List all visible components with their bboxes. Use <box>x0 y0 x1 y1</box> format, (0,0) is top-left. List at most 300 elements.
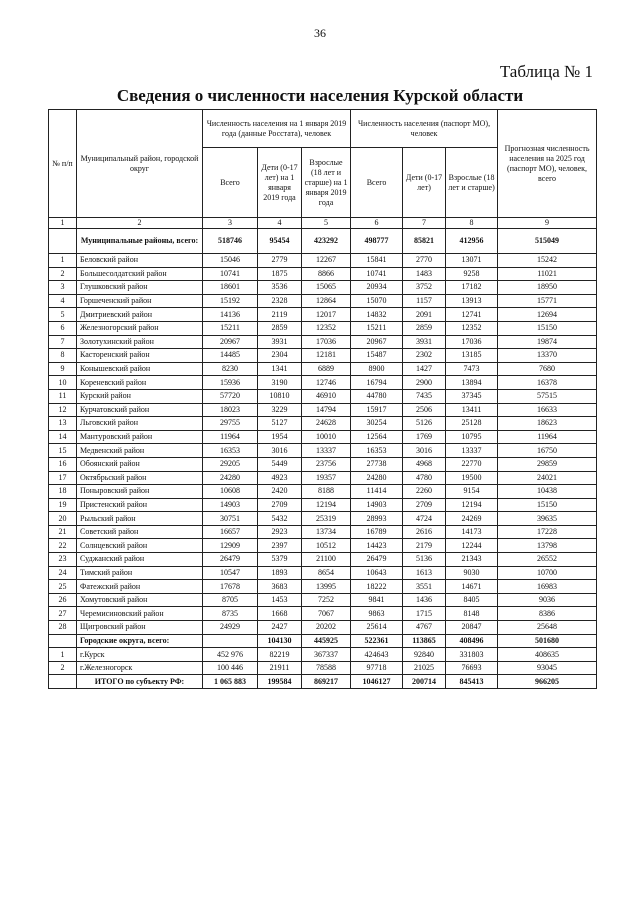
value-cell: 3551 <box>403 580 446 594</box>
value-cell: 8148 <box>446 607 498 621</box>
value-cell: 423292 <box>302 229 351 254</box>
value-cell: 1453 <box>258 593 302 607</box>
value-cell: 76693 <box>446 661 498 675</box>
value-cell: 12352 <box>446 321 498 335</box>
table-row <box>49 308 597 322</box>
value-cell: 9841 <box>351 593 403 607</box>
value-cell: 12694 <box>498 308 597 322</box>
row-name: Октябрьский район <box>77 471 203 485</box>
value-cell: 2779 <box>258 254 302 268</box>
row-name: Тимский район <box>77 566 203 580</box>
value-cell: 21025 <box>403 661 446 675</box>
value-cell: 869217 <box>302 675 351 689</box>
table-row <box>49 417 597 431</box>
value-cell: 2302 <box>403 349 446 363</box>
table-row <box>49 553 597 567</box>
row-number: 2 <box>49 661 77 675</box>
value-cell: 1046127 <box>351 675 403 689</box>
value-cell: 26479 <box>351 553 403 567</box>
value-cell: 1436 <box>403 593 446 607</box>
value-cell: 501680 <box>498 634 597 648</box>
value-cell: 26552 <box>498 553 597 567</box>
value-cell: 2770 <box>403 254 446 268</box>
value-cell: 3016 <box>403 444 446 458</box>
table-row <box>49 539 597 553</box>
value-cell: 200714 <box>403 675 446 689</box>
table-row <box>49 430 597 444</box>
value-cell: 7067 <box>302 607 351 621</box>
districts-total-row <box>49 229 597 254</box>
value-cell: 104130 <box>258 634 302 648</box>
value-cell: 3190 <box>258 376 302 390</box>
value-cell: 8386 <box>498 607 597 621</box>
value-cell: 452 976 <box>203 648 258 662</box>
value-cell: 8705 <box>203 593 258 607</box>
value-cell: 13798 <box>498 539 597 553</box>
value-cell: 7473 <box>446 362 498 376</box>
header-total-rosstat: Всего <box>203 148 258 218</box>
value-cell: 3229 <box>258 403 302 417</box>
value-cell: 57720 <box>203 389 258 403</box>
column-numbers-row <box>49 218 597 229</box>
table-row <box>49 457 597 471</box>
value-cell: 78588 <box>302 661 351 675</box>
row-name: Щигровский район <box>77 621 203 635</box>
value-cell: 966205 <box>498 675 597 689</box>
value-cell: 14903 <box>203 498 258 512</box>
value-cell: 10741 <box>203 267 258 281</box>
row-name: Касторенский район <box>77 349 203 363</box>
value-cell: 18023 <box>203 403 258 417</box>
value-cell: 7252 <box>302 593 351 607</box>
value-cell: 10010 <box>302 430 351 444</box>
value-cell: 2709 <box>403 498 446 512</box>
row-number: 2 <box>49 267 77 281</box>
row-number: 1 <box>49 648 77 662</box>
value-cell: 11414 <box>351 485 403 499</box>
column-number: 1 <box>49 218 77 229</box>
value-cell: 16657 <box>203 525 258 539</box>
value-cell: 16750 <box>498 444 597 458</box>
table-row <box>49 321 597 335</box>
value-cell: 57515 <box>498 389 597 403</box>
value-cell: 1715 <box>403 607 446 621</box>
table-row <box>49 403 597 417</box>
value-cell: 11964 <box>498 430 597 444</box>
value-cell: 1954 <box>258 430 302 444</box>
page-number: 36 <box>314 26 326 40</box>
row-name: Хомутовский район <box>77 593 203 607</box>
value-cell: 15150 <box>498 321 597 335</box>
value-cell: 4923 <box>258 471 302 485</box>
value-cell: 10741 <box>351 267 403 281</box>
row-number: 25 <box>49 580 77 594</box>
row-number: 21 <box>49 525 77 539</box>
header-num: № п/п <box>49 110 77 218</box>
value-cell: 18950 <box>498 281 597 295</box>
value-cell: 25614 <box>351 621 403 635</box>
header-children-rosstat: Дети (0-17 лет) на 1 января 2019 года <box>258 148 302 218</box>
value-cell: 4780 <box>403 471 446 485</box>
row-number: 6 <box>49 321 77 335</box>
value-cell: 12564 <box>351 430 403 444</box>
table-row <box>49 607 597 621</box>
column-number: 8 <box>446 218 498 229</box>
value-cell: 113865 <box>403 634 446 648</box>
table-row <box>49 593 597 607</box>
value-cell: 22770 <box>446 457 498 471</box>
value-cell: 13370 <box>498 349 597 363</box>
value-cell: 1613 <box>403 566 446 580</box>
value-cell: 10643 <box>351 566 403 580</box>
value-cell: 2091 <box>403 308 446 322</box>
value-cell: 424643 <box>351 648 403 662</box>
value-cell: 13411 <box>446 403 498 417</box>
value-cell: 10810 <box>258 389 302 403</box>
table-row <box>49 471 597 485</box>
row-name: Фатежский район <box>77 580 203 594</box>
header-total-passport: Всего <box>351 148 403 218</box>
table-row <box>49 525 597 539</box>
value-cell: 4724 <box>403 512 446 526</box>
value-cell: 19500 <box>446 471 498 485</box>
value-cell: 15917 <box>351 403 403 417</box>
value-cell: 9154 <box>446 485 498 499</box>
value-cell: 18601 <box>203 281 258 295</box>
value-cell: 2616 <box>403 525 446 539</box>
table-row <box>49 294 597 308</box>
value-cell: 16789 <box>351 525 403 539</box>
row-number: 8 <box>49 349 77 363</box>
value-cell: 14173 <box>446 525 498 539</box>
column-number: 9 <box>498 218 597 229</box>
value-cell: 2304 <box>258 349 302 363</box>
value-cell: 2859 <box>258 321 302 335</box>
table-row <box>49 621 597 635</box>
value-cell: 1769 <box>403 430 446 444</box>
value-cell: 1427 <box>403 362 446 376</box>
table-row <box>49 566 597 580</box>
value-cell: 16353 <box>351 444 403 458</box>
row-number: 15 <box>49 444 77 458</box>
value-cell: 8654 <box>302 566 351 580</box>
value-cell: 10438 <box>498 485 597 499</box>
value-cell: 25648 <box>498 621 597 635</box>
row-name: Пристенский район <box>77 498 203 512</box>
value-cell: 2859 <box>403 321 446 335</box>
value-cell: 15150 <box>498 498 597 512</box>
value-cell: 331803 <box>446 648 498 662</box>
row-number: 1 <box>49 254 77 268</box>
row-label: ИТОГО по субъекту РФ: <box>77 675 203 689</box>
value-cell: 95454 <box>258 229 302 254</box>
value-cell: 13913 <box>446 294 498 308</box>
value-cell: 29859 <box>498 457 597 471</box>
value-cell: 16794 <box>351 376 403 390</box>
row-name: Медвенский район <box>77 444 203 458</box>
table-row <box>49 349 597 363</box>
header-forecast: Прогнозная численность населения на 2025 год (паспорт МО), человек, всего <box>498 110 597 218</box>
value-cell: 12181 <box>302 349 351 363</box>
value-cell: 23756 <box>302 457 351 471</box>
header-passport: Численность населения (паспорт МО), человек <box>351 110 498 148</box>
table-row <box>49 335 597 349</box>
row-number: 22 <box>49 539 77 553</box>
header-children-passport: Дети (0-17 лет) <box>403 148 446 218</box>
value-cell: 518746 <box>203 229 258 254</box>
table-row <box>49 267 597 281</box>
table-label: Таблица № 1 <box>499 62 593 81</box>
value-cell: 85821 <box>403 229 446 254</box>
value-cell: 37345 <box>446 389 498 403</box>
value-cell: 17036 <box>302 335 351 349</box>
value-cell: 13894 <box>446 376 498 390</box>
value-cell: 408496 <box>446 634 498 648</box>
header-name: Муниципальный район, городской округ <box>77 110 203 218</box>
value-cell: 12194 <box>302 498 351 512</box>
row-number: 24 <box>49 566 77 580</box>
value-cell: 25319 <box>302 512 351 526</box>
value-cell: 29755 <box>203 417 258 431</box>
value-cell: 12194 <box>446 498 498 512</box>
row-name: Дмитриевский район <box>77 308 203 322</box>
value-cell: 20967 <box>203 335 258 349</box>
value-cell: 15211 <box>203 321 258 335</box>
value-cell: 26479 <box>203 553 258 567</box>
table-row <box>49 648 597 662</box>
population-table <box>48 109 597 689</box>
value-cell: 2420 <box>258 485 302 499</box>
value-cell: 3931 <box>258 335 302 349</box>
value-cell: 412956 <box>446 229 498 254</box>
header-rosstat: Численность населения на 1 января 2019 года (данные Росстата), человек <box>203 110 351 148</box>
value-cell: 4968 <box>403 457 446 471</box>
value-cell: 19357 <box>302 471 351 485</box>
column-number: 6 <box>351 218 403 229</box>
value-cell: 15070 <box>351 294 403 308</box>
value-cell: 15771 <box>498 294 597 308</box>
row-name: Мантуровский район <box>77 430 203 444</box>
value-cell: 30254 <box>351 417 403 431</box>
value-cell: 445925 <box>302 634 351 648</box>
value-cell: 21100 <box>302 553 351 567</box>
row-number: 14 <box>49 430 77 444</box>
table-row <box>49 389 597 403</box>
value-cell: 5126 <box>403 417 446 431</box>
value-cell: 5432 <box>258 512 302 526</box>
value-cell: 515049 <box>498 229 597 254</box>
row-number: 26 <box>49 593 77 607</box>
table-row <box>49 512 597 526</box>
row-name: Конышевский район <box>77 362 203 376</box>
value-cell: 20934 <box>351 281 403 295</box>
value-cell: 9036 <box>498 593 597 607</box>
value-cell: 1668 <box>258 607 302 621</box>
value-cell: 8735 <box>203 607 258 621</box>
value-cell: 5449 <box>258 457 302 471</box>
value-cell: 20847 <box>446 621 498 635</box>
grand-total-row <box>49 675 597 689</box>
row-name: Льговский район <box>77 417 203 431</box>
row-name: Советский район <box>77 525 203 539</box>
value-cell: 15936 <box>203 376 258 390</box>
value-cell: 10512 <box>302 539 351 553</box>
row-number <box>49 675 77 689</box>
value-cell: 12017 <box>302 308 351 322</box>
value-cell: 14903 <box>351 498 403 512</box>
value-cell: 2709 <box>258 498 302 512</box>
value-cell: 13337 <box>302 444 351 458</box>
value-cell: 1483 <box>403 267 446 281</box>
row-number <box>49 634 77 648</box>
value-cell: 2260 <box>403 485 446 499</box>
value-cell: 9258 <box>446 267 498 281</box>
value-cell: 5136 <box>403 553 446 567</box>
value-cell: 97718 <box>351 661 403 675</box>
value-cell: 21911 <box>258 661 302 675</box>
value-cell: 408635 <box>498 648 597 662</box>
row-number: 27 <box>49 607 77 621</box>
value-cell: 93045 <box>498 661 597 675</box>
value-cell: 13995 <box>302 580 351 594</box>
row-label: Городские округа, всего: <box>77 634 203 648</box>
value-cell: 3752 <box>403 281 446 295</box>
row-name: Золотухинский район <box>77 335 203 349</box>
value-cell: 100 446 <box>203 661 258 675</box>
value-cell: 16378 <box>498 376 597 390</box>
value-cell: 25128 <box>446 417 498 431</box>
value-cell: 18623 <box>498 417 597 431</box>
value-cell: 15211 <box>351 321 403 335</box>
row-name: Курский район <box>77 389 203 403</box>
value-cell: 2923 <box>258 525 302 539</box>
value-cell: 11021 <box>498 267 597 281</box>
table-row <box>49 498 597 512</box>
value-cell: 24929 <box>203 621 258 635</box>
value-cell: 15046 <box>203 254 258 268</box>
value-cell: 8188 <box>302 485 351 499</box>
value-cell: 20967 <box>351 335 403 349</box>
value-cell: 17182 <box>446 281 498 295</box>
value-cell: 19874 <box>498 335 597 349</box>
value-cell: 24021 <box>498 471 597 485</box>
row-number: 9 <box>49 362 77 376</box>
value-cell: 14832 <box>351 308 403 322</box>
value-cell: 24280 <box>203 471 258 485</box>
row-name: Обоянский район <box>77 457 203 471</box>
table-row <box>49 376 597 390</box>
value-cell: 2397 <box>258 539 302 553</box>
value-cell: 20202 <box>302 621 351 635</box>
table-row <box>49 281 597 295</box>
value-cell: 29205 <box>203 457 258 471</box>
value-cell: 3931 <box>403 335 446 349</box>
value-cell: 10700 <box>498 566 597 580</box>
value-cell: 1875 <box>258 267 302 281</box>
value-cell: 13734 <box>302 525 351 539</box>
row-number: 20 <box>49 512 77 526</box>
value-cell: 12864 <box>302 294 351 308</box>
value-cell: 92840 <box>403 648 446 662</box>
value-cell: 2900 <box>403 376 446 390</box>
row-number: 12 <box>49 403 77 417</box>
column-number: 2 <box>77 218 203 229</box>
value-cell: 16353 <box>203 444 258 458</box>
value-cell: 16983 <box>498 580 597 594</box>
table-row <box>49 485 597 499</box>
value-cell: 8230 <box>203 362 258 376</box>
value-cell: 10608 <box>203 485 258 499</box>
row-number: 23 <box>49 553 77 567</box>
table-row <box>49 661 597 675</box>
value-cell: 17036 <box>446 335 498 349</box>
value-cell: 12244 <box>446 539 498 553</box>
value-cell: 39635 <box>498 512 597 526</box>
value-cell: 30751 <box>203 512 258 526</box>
row-name: Поныровский район <box>77 485 203 499</box>
value-cell: 16633 <box>498 403 597 417</box>
row-name: Черемисиновский район <box>77 607 203 621</box>
table-row <box>49 362 597 376</box>
value-cell: 199584 <box>258 675 302 689</box>
value-cell: 17678 <box>203 580 258 594</box>
value-cell: 7435 <box>403 389 446 403</box>
row-number: 3 <box>49 281 77 295</box>
table-row <box>49 444 597 458</box>
row-name: Курчатовский район <box>77 403 203 417</box>
row-name: Кореневский район <box>77 376 203 390</box>
row-number: 16 <box>49 457 77 471</box>
column-number: 3 <box>203 218 258 229</box>
value-cell: 14136 <box>203 308 258 322</box>
value-cell: 15242 <box>498 254 597 268</box>
row-number: 28 <box>49 621 77 635</box>
value-cell: 18222 <box>351 580 403 594</box>
value-cell: 24269 <box>446 512 498 526</box>
value-cell: 13337 <box>446 444 498 458</box>
value-cell: 15192 <box>203 294 258 308</box>
value-cell: 4767 <box>403 621 446 635</box>
row-name: г.Железногорск <box>77 661 203 675</box>
value-cell: 5379 <box>258 553 302 567</box>
value-cell: 12267 <box>302 254 351 268</box>
value-cell: 522361 <box>351 634 403 648</box>
row-number <box>49 229 77 254</box>
row-name: г.Курск <box>77 648 203 662</box>
row-number: 18 <box>49 485 77 499</box>
value-cell: 15065 <box>302 281 351 295</box>
row-number: 5 <box>49 308 77 322</box>
value-cell: 9030 <box>446 566 498 580</box>
cities-total-row <box>49 634 597 648</box>
value-cell: 8405 <box>446 593 498 607</box>
value-cell: 6889 <box>302 362 351 376</box>
row-name: Глушковский район <box>77 281 203 295</box>
value-cell: 2328 <box>258 294 302 308</box>
row-number: 10 <box>49 376 77 390</box>
value-cell: 7680 <box>498 362 597 376</box>
column-number: 7 <box>403 218 446 229</box>
value-cell: 14671 <box>446 580 498 594</box>
row-name: Большесолдатский район <box>77 267 203 281</box>
value-cell: 46910 <box>302 389 351 403</box>
value-cell: 14485 <box>203 349 258 363</box>
row-name: Беловский район <box>77 254 203 268</box>
value-cell: 1341 <box>258 362 302 376</box>
value-cell: 24280 <box>351 471 403 485</box>
row-number: 11 <box>49 389 77 403</box>
value-cell: 2179 <box>403 539 446 553</box>
